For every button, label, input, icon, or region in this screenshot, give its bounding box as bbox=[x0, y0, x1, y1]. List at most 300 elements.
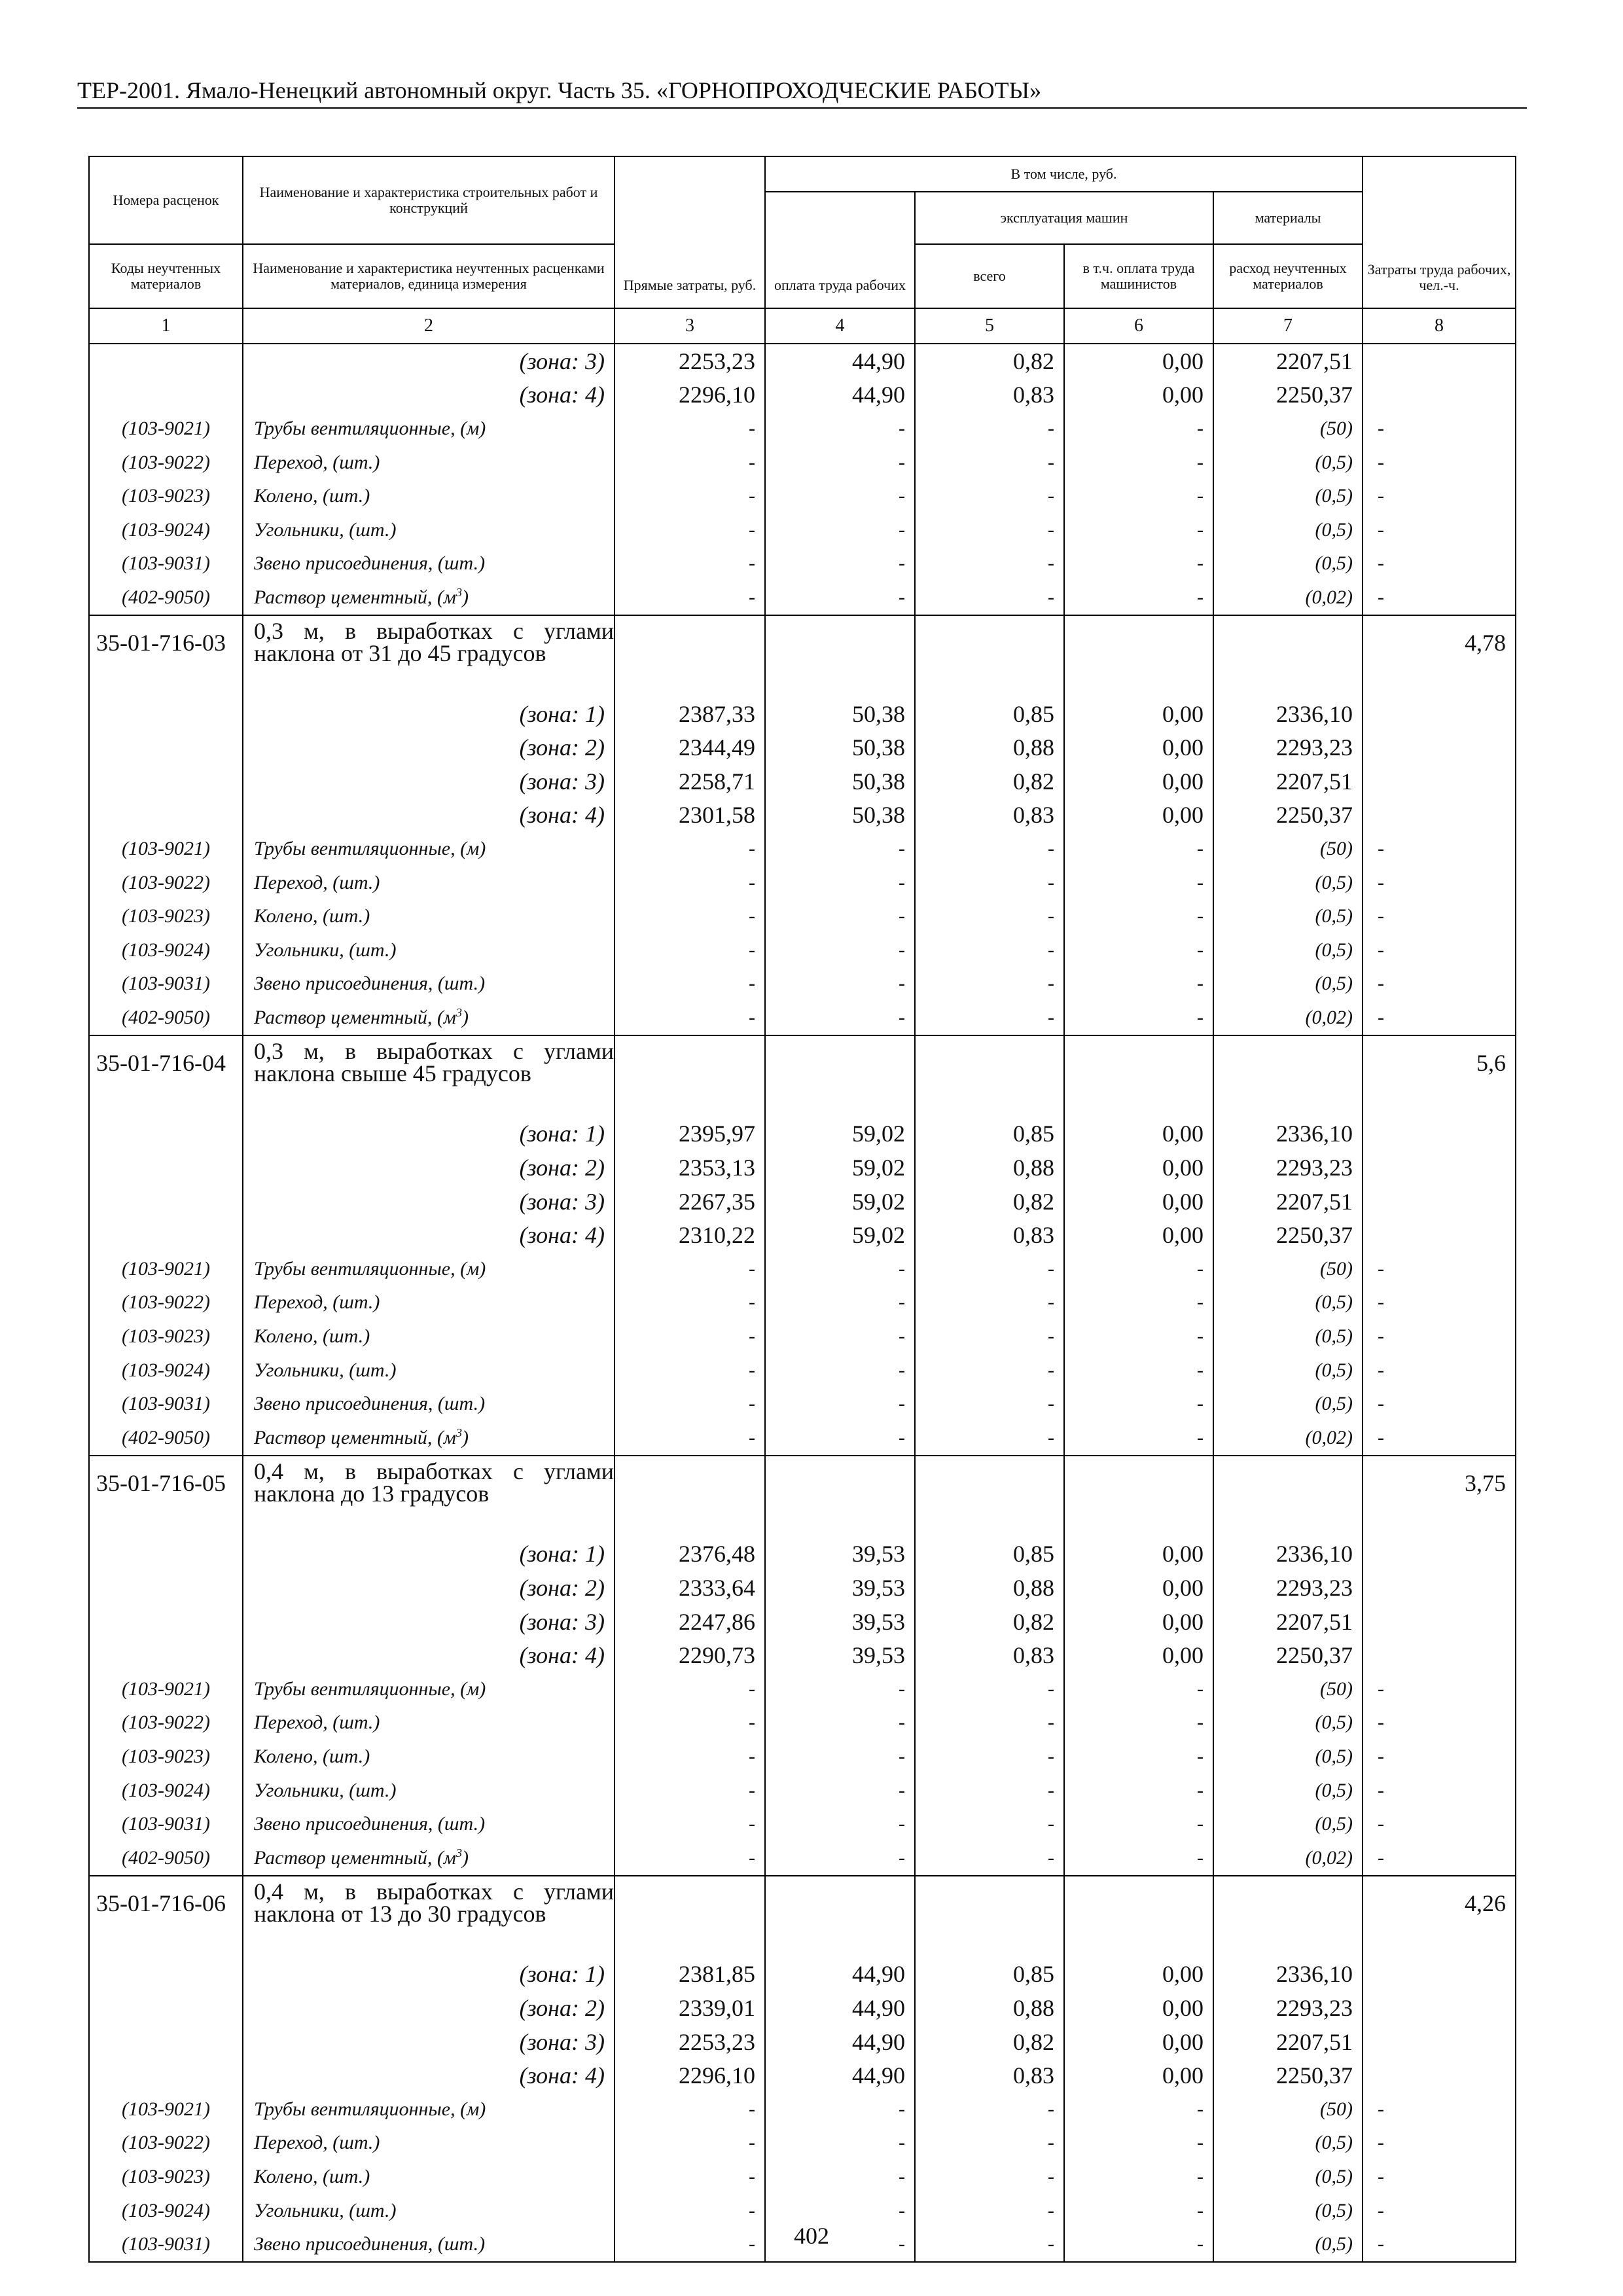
dash-cell: - bbox=[765, 2194, 915, 2228]
dash-cell: - bbox=[915, 2194, 1064, 2228]
dash-cell: - bbox=[1064, 1421, 1213, 1456]
machinist-pay: 0,00 bbox=[1064, 1991, 1213, 2025]
empty-cell bbox=[1213, 1035, 1363, 1117]
direct-cost: 2258,71 bbox=[615, 764, 765, 798]
materials-cost: 2207,51 bbox=[1213, 344, 1363, 378]
dash-cell: - bbox=[765, 1387, 915, 1421]
dash-cell: - bbox=[1363, 581, 1516, 615]
material-row bbox=[89, 1807, 1516, 1841]
material-code: (103-9031) bbox=[89, 547, 243, 581]
material-row bbox=[89, 832, 1516, 866]
labor-pay: 44,90 bbox=[765, 378, 915, 412]
material-name bbox=[243, 1001, 615, 1035]
dash-cell: - bbox=[1363, 1706, 1516, 1740]
direct-costs-header: Прямые затраты, руб. bbox=[615, 156, 765, 308]
dash-cell: - bbox=[615, 933, 765, 967]
zone-row bbox=[89, 1117, 1516, 1151]
direct-cost: 2387,33 bbox=[615, 697, 765, 731]
dash-cell: - bbox=[1064, 1001, 1213, 1035]
material-quantity: (0,5) bbox=[1213, 1319, 1363, 1354]
dash-cell: - bbox=[765, 2092, 915, 2126]
direct-cost: 2301,58 bbox=[615, 798, 765, 833]
direct-cost: 2253,23 bbox=[615, 344, 765, 378]
machinist-pay: 0,00 bbox=[1064, 1571, 1213, 1605]
machines-total: 0,83 bbox=[915, 378, 1064, 412]
empty-cell bbox=[915, 615, 1064, 697]
zone-row bbox=[89, 1151, 1516, 1185]
dash-cell: - bbox=[1064, 513, 1213, 547]
empty-cell bbox=[89, 697, 243, 731]
empty-cell bbox=[1213, 615, 1363, 697]
dash-cell: - bbox=[615, 1252, 765, 1286]
col-number: 4 bbox=[765, 308, 915, 344]
dash-cell: - bbox=[915, 1252, 1064, 1286]
empty-cell bbox=[1363, 1605, 1516, 1639]
machines-total: 0,83 bbox=[915, 2058, 1064, 2092]
material-name: Трубы вентиляционные, (м) bbox=[243, 2092, 615, 2126]
material-quantity: (0,02) bbox=[1213, 1421, 1363, 1456]
empty-cell bbox=[615, 615, 765, 697]
zone-row bbox=[89, 1958, 1516, 1992]
dash-cell: - bbox=[765, 581, 915, 615]
zone-label: (зона: 2) bbox=[243, 730, 615, 764]
material-code: (103-9022) bbox=[89, 446, 243, 480]
direct-cost: 2381,85 bbox=[615, 1958, 765, 1992]
materials-cost: 2293,23 bbox=[1213, 1151, 1363, 1185]
rate-title-row bbox=[89, 1456, 1516, 1537]
machinist-pay: 0,00 bbox=[1064, 378, 1213, 412]
dash-cell: - bbox=[1064, 2092, 1213, 2126]
direct-cost: 2296,10 bbox=[615, 378, 765, 412]
material-row bbox=[89, 1252, 1516, 1286]
dash-cell: - bbox=[915, 1740, 1064, 1774]
dash-cell: - bbox=[915, 1286, 1064, 1320]
material-code: (103-9022) bbox=[89, 2126, 243, 2161]
dash-cell: - bbox=[615, 1354, 765, 1388]
empty-cell bbox=[89, 1117, 243, 1151]
machines-total: 0,88 bbox=[915, 1151, 1064, 1185]
zone-row bbox=[89, 1537, 1516, 1571]
material-quantity: (0,5) bbox=[1213, 513, 1363, 547]
dash-cell: - bbox=[1064, 479, 1213, 513]
material-row bbox=[89, 513, 1516, 547]
material-row bbox=[89, 1774, 1516, 1808]
machines-total: 0,82 bbox=[915, 1605, 1064, 1639]
dash-cell: - bbox=[615, 2092, 765, 2126]
material-row bbox=[89, 1286, 1516, 1320]
dash-cell: - bbox=[765, 513, 915, 547]
zone-row bbox=[89, 2025, 1516, 2059]
material-row bbox=[89, 933, 1516, 967]
including-header: В том числе, руб. bbox=[765, 156, 1363, 192]
material-row bbox=[89, 2126, 1516, 2161]
zone-row bbox=[89, 1571, 1516, 1605]
labor-pay: 44,90 bbox=[765, 2058, 915, 2092]
dash-cell: - bbox=[1064, 1740, 1213, 1774]
material-name: Переход, (шт.) bbox=[243, 866, 615, 900]
machines-total: 0,85 bbox=[915, 1117, 1064, 1151]
materials-cost: 2250,37 bbox=[1213, 2058, 1363, 2092]
machines-total: 0,88 bbox=[915, 1571, 1064, 1605]
zone-label: (зона: 3) bbox=[243, 1605, 615, 1639]
materials-cost: 2336,10 bbox=[1213, 697, 1363, 731]
materials-cost: 2293,23 bbox=[1213, 730, 1363, 764]
dash-cell: - bbox=[1064, 581, 1213, 615]
empty-cell bbox=[1064, 1035, 1213, 1117]
dash-cell: - bbox=[765, 1354, 915, 1388]
material-row bbox=[89, 1319, 1516, 1354]
machinist-pay: 0,00 bbox=[1064, 1218, 1213, 1252]
empty-cell bbox=[1363, 1571, 1516, 1605]
page-number: 402 bbox=[794, 2223, 829, 2249]
rate-name: 0,3 м, в выработках с углами наклона от 31 до 45 градусов bbox=[243, 615, 615, 697]
dash-cell: - bbox=[615, 2160, 765, 2194]
empty-cell bbox=[1363, 1537, 1516, 1571]
dash-cell: - bbox=[765, 2160, 915, 2194]
direct-cost: 2376,48 bbox=[615, 1537, 765, 1571]
unit-superscript: 3 bbox=[455, 585, 462, 599]
material-name: Переход, (шт.) bbox=[243, 446, 615, 480]
unaccounted-materials-header: расход неучтенных материалов bbox=[1213, 244, 1363, 308]
dash-cell: - bbox=[1064, 866, 1213, 900]
machines-header: эксплуатация машин bbox=[915, 192, 1213, 244]
labor-pay: 39,53 bbox=[765, 1605, 915, 1639]
labor-pay-header: оплата труда рабочих bbox=[765, 192, 915, 308]
dash-cell: - bbox=[765, 933, 915, 967]
dash-cell: - bbox=[1064, 1706, 1213, 1740]
dash-cell: - bbox=[615, 2126, 765, 2161]
col-number: 1 bbox=[89, 308, 243, 344]
dash-cell: - bbox=[1363, 547, 1516, 581]
material-quantity: (0,02) bbox=[1213, 1001, 1363, 1035]
dash-cell: - bbox=[615, 967, 765, 1001]
materials-cost: 2293,23 bbox=[1213, 1991, 1363, 2025]
zone-label: (зона: 1) bbox=[243, 1117, 615, 1151]
dash-cell: - bbox=[1363, 1354, 1516, 1388]
material-code: (103-9031) bbox=[89, 1387, 243, 1421]
dash-cell: - bbox=[1064, 2227, 1213, 2262]
rate-code: 35-01-716-06 bbox=[89, 1876, 243, 1958]
dash-cell: - bbox=[765, 1001, 915, 1035]
empty-cell bbox=[1213, 1456, 1363, 1537]
dash-cell: - bbox=[1064, 2160, 1213, 2194]
material-quantity: (0,02) bbox=[1213, 581, 1363, 615]
empty-cell bbox=[915, 1876, 1064, 1958]
dash-cell: - bbox=[1064, 899, 1213, 933]
material-code: (103-9024) bbox=[89, 2194, 243, 2228]
dash-cell: - bbox=[915, 1001, 1064, 1035]
material-code: (103-9021) bbox=[89, 1252, 243, 1286]
empty-cell bbox=[1363, 1185, 1516, 1219]
dash-cell: - bbox=[615, 513, 765, 547]
material-row bbox=[89, 1672, 1516, 1706]
dash-cell: - bbox=[765, 1319, 915, 1354]
material-name: Трубы вентиляционные, (м) bbox=[243, 412, 615, 446]
dash-cell: - bbox=[765, 1421, 915, 1456]
dash-cell: - bbox=[615, 1286, 765, 1320]
dash-cell: - bbox=[1064, 547, 1213, 581]
direct-cost: 2296,10 bbox=[615, 2058, 765, 2092]
dash-cell: - bbox=[1064, 2194, 1213, 2228]
dash-cell: - bbox=[1064, 1286, 1213, 1320]
zone-label: (зона: 3) bbox=[243, 764, 615, 798]
labor-pay: 44,90 bbox=[765, 2025, 915, 2059]
rate-code: 35-01-716-04 bbox=[89, 1035, 243, 1117]
material-code: (402-9050) bbox=[89, 581, 243, 615]
dash-cell: - bbox=[1064, 1672, 1213, 1706]
dash-cell: - bbox=[765, 1706, 915, 1740]
empty-cell bbox=[1363, 764, 1516, 798]
dash-cell: - bbox=[1064, 412, 1213, 446]
dash-cell: - bbox=[1064, 1354, 1213, 1388]
material-name: Звено присоединения, (шт.) bbox=[243, 1387, 615, 1421]
material-row bbox=[89, 899, 1516, 933]
dash-cell: - bbox=[1363, 1252, 1516, 1286]
col-number: 5 bbox=[915, 308, 1064, 344]
dash-cell: - bbox=[765, 446, 915, 480]
labor-hours: 4,78 bbox=[1363, 615, 1516, 697]
material-name: Переход, (шт.) bbox=[243, 1286, 615, 1320]
empty-cell bbox=[765, 1876, 915, 1958]
empty-cell bbox=[89, 764, 243, 798]
material-name bbox=[243, 581, 615, 615]
dash-cell: - bbox=[615, 1387, 765, 1421]
empty-cell bbox=[765, 1456, 915, 1537]
dash-cell: - bbox=[1363, 513, 1516, 547]
dash-cell: - bbox=[615, 2227, 765, 2262]
machines-total: 0,88 bbox=[915, 1991, 1064, 2025]
empty-cell bbox=[89, 1958, 243, 1992]
material-name: Угольники, (шт.) bbox=[243, 2194, 615, 2228]
dash-cell: - bbox=[765, 1672, 915, 1706]
zone-label: (зона: 2) bbox=[243, 1991, 615, 2025]
dash-cell: - bbox=[615, 1740, 765, 1774]
dash-cell: - bbox=[615, 446, 765, 480]
labor-hours: 5,6 bbox=[1363, 1035, 1516, 1117]
zone-row bbox=[89, 697, 1516, 731]
dash-cell: - bbox=[915, 1706, 1064, 1740]
direct-cost: 2344,49 bbox=[615, 730, 765, 764]
machines-total: 0,83 bbox=[915, 798, 1064, 833]
dash-cell: - bbox=[615, 1001, 765, 1035]
dash-cell: - bbox=[765, 832, 915, 866]
dash-cell: - bbox=[765, 866, 915, 900]
machines-total: 0,88 bbox=[915, 730, 1064, 764]
material-name: Колено, (шт.) bbox=[243, 479, 615, 513]
materials-cost: 2293,23 bbox=[1213, 1571, 1363, 1605]
dash-cell: - bbox=[1064, 446, 1213, 480]
rate-title-row bbox=[89, 1035, 1516, 1117]
dash-cell: - bbox=[765, 2227, 915, 2262]
dash-cell: - bbox=[615, 581, 765, 615]
dash-cell: - bbox=[765, 1740, 915, 1774]
material-name-text: Раствор цементный, (м bbox=[254, 586, 456, 608]
material-name: Переход, (шт.) bbox=[243, 2126, 615, 2161]
rate-name: 0,4 м, в выработках с углами наклона до 13 градусов bbox=[243, 1456, 615, 1537]
material-code: (103-9021) bbox=[89, 832, 243, 866]
dash-cell: - bbox=[765, 1807, 915, 1841]
rate-title-row bbox=[89, 1876, 1516, 1958]
materials-cost: 2250,37 bbox=[1213, 1638, 1363, 1672]
empty-cell bbox=[615, 1035, 765, 1117]
dash-cell: - bbox=[765, 1841, 915, 1876]
dash-cell: - bbox=[615, 1774, 765, 1808]
material-code: (103-9023) bbox=[89, 479, 243, 513]
dash-cell: - bbox=[765, 1252, 915, 1286]
material-name: Переход, (шт.) bbox=[243, 1706, 615, 1740]
machinist-pay: 0,00 bbox=[1064, 1605, 1213, 1639]
material-quantity: (0,5) bbox=[1213, 1774, 1363, 1808]
dash-cell: - bbox=[915, 933, 1064, 967]
material-quantity: (0,5) bbox=[1213, 2160, 1363, 2194]
direct-cost: 2267,35 bbox=[615, 1185, 765, 1219]
materials-cost: 2207,51 bbox=[1213, 764, 1363, 798]
col1-bottom-header: Коды неучтенных материалов bbox=[89, 244, 243, 308]
material-name: Трубы вентиляционные, (м) bbox=[243, 832, 615, 866]
labor-hours: 3,75 bbox=[1363, 1456, 1516, 1537]
labor-pay: 50,38 bbox=[765, 730, 915, 764]
material-name: Колено, (шт.) bbox=[243, 1319, 615, 1354]
dash-cell: - bbox=[1363, 866, 1516, 900]
zone-label: (зона: 4) bbox=[243, 798, 615, 833]
material-name: Угольники, (шт.) bbox=[243, 1354, 615, 1388]
unit-tail: ) bbox=[461, 1846, 469, 1869]
rate-code: 35-01-716-05 bbox=[89, 1456, 243, 1537]
zone-label: (зона: 2) bbox=[243, 1151, 615, 1185]
dash-cell: - bbox=[1363, 1841, 1516, 1876]
dash-cell: - bbox=[1064, 1841, 1213, 1876]
dash-cell: - bbox=[765, 412, 915, 446]
rate-name: 0,4 м, в выработках с углами наклона от 13 до 30 градусов bbox=[243, 1876, 615, 1958]
dash-cell: - bbox=[915, 1672, 1064, 1706]
material-name: Звено присоединения, (шт.) bbox=[243, 1807, 615, 1841]
labor-pay: 50,38 bbox=[765, 697, 915, 731]
zone-row bbox=[89, 1185, 1516, 1219]
dash-cell: - bbox=[1363, 899, 1516, 933]
material-row bbox=[89, 479, 1516, 513]
zone-label: (зона: 4) bbox=[243, 1638, 615, 1672]
empty-cell bbox=[1363, 798, 1516, 833]
labor-pay: 59,02 bbox=[765, 1117, 915, 1151]
materials-header: материалы bbox=[1213, 192, 1363, 244]
zone-row bbox=[89, 1218, 1516, 1252]
labor-pay: 44,90 bbox=[765, 344, 915, 378]
machines-total: 0,85 bbox=[915, 697, 1064, 731]
dash-cell: - bbox=[615, 832, 765, 866]
material-row bbox=[89, 866, 1516, 900]
material-code: (103-9024) bbox=[89, 513, 243, 547]
material-quantity: (0,5) bbox=[1213, 446, 1363, 480]
empty-cell bbox=[1064, 615, 1213, 697]
direct-cost: 2247,86 bbox=[615, 1605, 765, 1639]
dash-cell: - bbox=[1064, 967, 1213, 1001]
zone-label: (зона: 1) bbox=[243, 697, 615, 731]
machines-total: 0,85 bbox=[915, 1958, 1064, 1992]
dash-cell: - bbox=[915, 1841, 1064, 1876]
empty-cell bbox=[89, 378, 243, 412]
empty-cell bbox=[89, 344, 243, 378]
empty-cell bbox=[1213, 1876, 1363, 1958]
materials-cost: 2207,51 bbox=[1213, 1605, 1363, 1639]
labor-pay: 59,02 bbox=[765, 1185, 915, 1219]
labor-hours-header: Затраты труда рабочих, чел.-ч. bbox=[1363, 156, 1516, 308]
dash-cell: - bbox=[1363, 1387, 1516, 1421]
machines-total: 0,83 bbox=[915, 1218, 1064, 1252]
material-quantity: (0,5) bbox=[1213, 899, 1363, 933]
dash-cell: - bbox=[615, 866, 765, 900]
dash-cell: - bbox=[765, 1286, 915, 1320]
dash-cell: - bbox=[1064, 1807, 1213, 1841]
material-code: (103-9022) bbox=[89, 1706, 243, 1740]
material-quantity: (0,5) bbox=[1213, 1740, 1363, 1774]
dash-cell: - bbox=[765, 967, 915, 1001]
empty-cell bbox=[89, 1218, 243, 1252]
table-header bbox=[89, 156, 1516, 344]
machinist-pay: 0,00 bbox=[1064, 730, 1213, 764]
dash-cell: - bbox=[1363, 1807, 1516, 1841]
unit-tail: ) bbox=[461, 1006, 469, 1028]
material-code: (103-9031) bbox=[89, 2227, 243, 2262]
zone-row bbox=[89, 344, 1516, 378]
zone-row bbox=[89, 1638, 1516, 1672]
material-row bbox=[89, 2160, 1516, 2194]
material-name: Звено присоединения, (шт.) bbox=[243, 547, 615, 581]
labor-pay: 39,53 bbox=[765, 1537, 915, 1571]
dash-cell: - bbox=[615, 1706, 765, 1740]
material-code: (103-9021) bbox=[89, 2092, 243, 2126]
material-code: (103-9022) bbox=[89, 866, 243, 900]
material-row bbox=[89, 547, 1516, 581]
dash-cell: - bbox=[1363, 2092, 1516, 2126]
machines-total: 0,82 bbox=[915, 344, 1064, 378]
machinist-pay: 0,00 bbox=[1064, 2058, 1213, 2092]
material-code: (103-9031) bbox=[89, 1807, 243, 1841]
zone-label: (зона: 3) bbox=[243, 344, 615, 378]
empty-cell bbox=[89, 1537, 243, 1571]
dash-cell: - bbox=[915, 1319, 1064, 1354]
unit-tail: ) bbox=[461, 1426, 469, 1448]
empty-cell bbox=[765, 1035, 915, 1117]
material-quantity: (50) bbox=[1213, 832, 1363, 866]
dash-cell: - bbox=[765, 479, 915, 513]
empty-cell bbox=[89, 1185, 243, 1219]
material-name: Угольники, (шт.) bbox=[243, 933, 615, 967]
zone-label: (зона: 4) bbox=[243, 1218, 615, 1252]
empty-cell bbox=[1363, 2058, 1516, 2092]
dash-cell: - bbox=[915, 2227, 1064, 2262]
dash-cell: - bbox=[915, 2092, 1064, 2126]
dash-cell: - bbox=[1363, 446, 1516, 480]
dash-cell: - bbox=[1064, 933, 1213, 967]
dash-cell: - bbox=[915, 547, 1064, 581]
rate-code: 35-01-716-03 bbox=[89, 615, 243, 697]
material-quantity: (50) bbox=[1213, 2092, 1363, 2126]
material-code: (402-9050) bbox=[89, 1001, 243, 1035]
direct-cost: 2290,73 bbox=[615, 1638, 765, 1672]
machinist-pay: 0,00 bbox=[1064, 1958, 1213, 1992]
material-quantity: (0,5) bbox=[1213, 1387, 1363, 1421]
zone-label: (зона: 2) bbox=[243, 1571, 615, 1605]
dash-cell: - bbox=[915, 866, 1064, 900]
dash-cell: - bbox=[915, 581, 1064, 615]
empty-cell bbox=[89, 2025, 243, 2059]
dash-cell: - bbox=[1363, 967, 1516, 1001]
material-quantity: (0,5) bbox=[1213, 1807, 1363, 1841]
dash-cell: - bbox=[1064, 2126, 1213, 2161]
empty-cell bbox=[1363, 697, 1516, 731]
unit-superscript: 3 bbox=[455, 1846, 462, 1859]
material-quantity: (0,5) bbox=[1213, 2126, 1363, 2161]
